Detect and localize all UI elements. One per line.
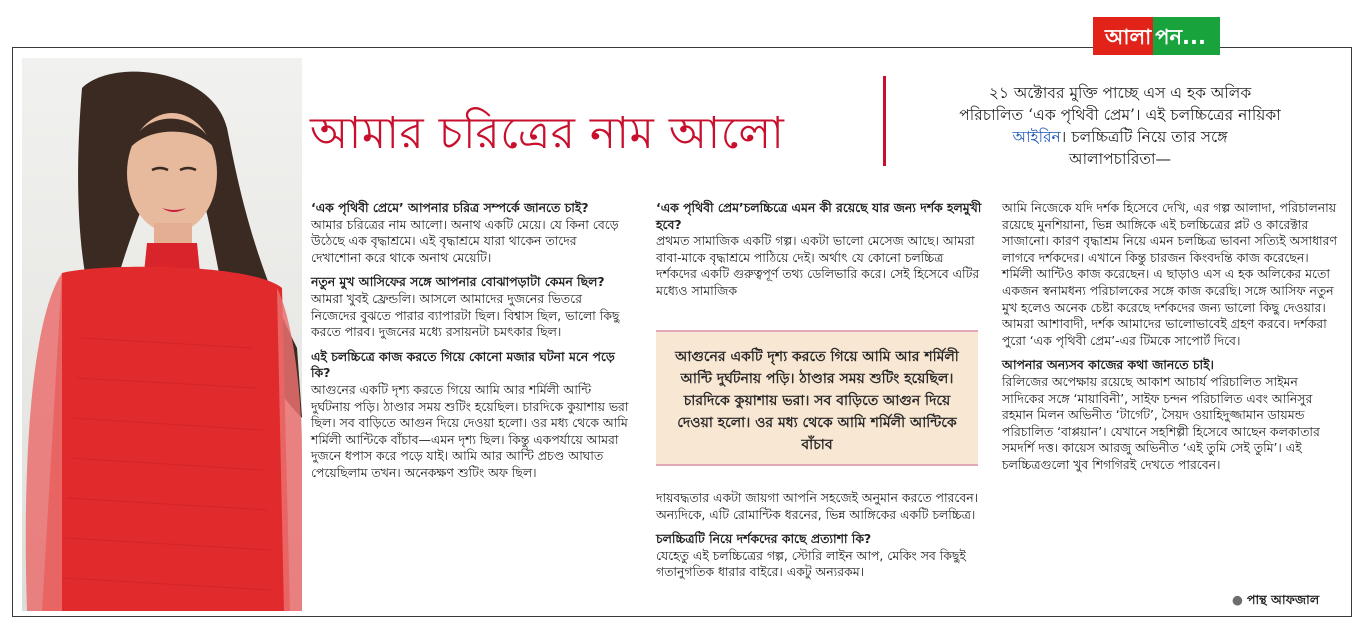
section-tag-green: পন... bbox=[1153, 17, 1220, 55]
actress-photo bbox=[22, 58, 302, 611]
question: চলচ্চিত্রটি নিয়ে দর্শকদের কাছে প্রত্যাশা কি? bbox=[656, 531, 872, 547]
answer: আমার চরিত্রের নাম আলো। অনাথ একটি মেয়ে। যে কিনা বেড়ে উঠেছে এক বৃদ্ধাশ্রমে। এই বৃদ্ধাশ্রমে যারা থাকেন তাদের দেখাশোনা করে থাকে অনাথ মেয়েটি। bbox=[311, 216, 619, 265]
author-name: পান্থ আফজাল bbox=[1247, 592, 1320, 607]
question: ‘এক পৃথিবী প্রেম’চলচ্চিত্রে এমন কী রয়েছে যার জন্য দর্শক হলমুখী হবে? bbox=[656, 200, 982, 232]
qa-block bbox=[311, 200, 629, 266]
column-2-bottom bbox=[656, 490, 982, 589]
intro-line-2: পরিচালিত ‘এক পৃথিবী প্রেম’। এই চলচ্চিত্রের নায়িকা bbox=[959, 106, 1281, 124]
qa-block bbox=[656, 200, 982, 300]
qa-block bbox=[311, 274, 629, 340]
intro-line-1: ২১ অক্টোবর মুক্তি পাচ্ছে এস এ হক অলিক bbox=[988, 84, 1252, 102]
section-tag-red: আলা bbox=[1093, 17, 1153, 55]
answer: যেহেতু এই চলচ্চিত্রের গল্প, স্টোরি লাইন আপ, মেকিং সব কিছুই গতানুগতিক ধারার বাইরে। একটু অন্যরকম। bbox=[656, 547, 966, 580]
answer-continued: দায়বদ্ধতার একটা জায়গা আপনি সহজেই অনুমান করতে পারবেন। অন্যদিকে, এটি রোমান্টিক ধরনের, ভিন্ন আঙ্গিকের একটি চলচ্চিত্র। bbox=[656, 490, 979, 522]
headline-divider bbox=[883, 76, 886, 166]
answer-continued: আমি নিজেকে যদি দর্শক হিসেবে দেখি, এর গল্প আলাদা, পরিচালনায় রয়েছে মুনশিয়ানা, ভিন্ন আঙ্গিকে এই চলচ্চিত্রের প্লট ও কারেক্টার সাজানো। কারণ বৃদ্ধাশ্রম নিয়ে এমন চলচ্চিত্র ভাবনা সত্যিই অসাধারণ লাগবে দর্শকদের। এখানে কিন্তু চারজন কিংবদন্তি কাজ করেছেন। শর্মিলী আন্টিও কাজ করেছেন। এ ছাড়াও এস এ হক অলিকের মতো একজন স্বনামধন্য পরিচালকের সঙ্গে কাজ করেছি। সঙ্গে আসিফ নতুন মুখ হলেও অনেক চেষ্টা করেছে দর্শকদের জন্য ভালো কিছু দেওয়ার। আমরা আশাবাদী, দর্শক আমাদের ভালোভাবেই গ্রহণ করবে। দর্শকরা পুরো ‘এক পৃথিবী প্রেম’-এর টিমকে সাপোর্ট দিবে। bbox=[1002, 200, 1337, 348]
column-1 bbox=[311, 200, 629, 490]
answer: রিলিজের অপেক্ষায় রয়েছে আকাশ আচার্য পরিচালিত সাইমন সাদিকের সঙ্গে ‘মায়াবিনী’, সাইফ চন্দন পরিচালিত এবং আনিসুর রহমান মিলন অভিনীত ‘টার্গেট’, সৈয়দ ওয়াহিদুজ্জামান ডায়মন্ড পরিচালিত ‘বাপ্পয়ান’। যেখানে সহশিল্পী হিসেবে আছেন কলকাতার সমদর্শি দত্ত। কায়েস আরজু অভিনীত ‘এই তুমি সেই তুমি’। এই চলচ্চিত্রগুলো খুব শিগগিরই দেখতে পারবেন। bbox=[1002, 373, 1320, 472]
question: নতুন মুখ আসিফের সঙ্গে আপনার বোঝাপড়াটা কেমন ছিল? bbox=[311, 274, 605, 290]
qa-block bbox=[311, 349, 629, 482]
question: আপনার অন্যসব কাজের কথা জানতে চাই। bbox=[1002, 357, 1214, 373]
qa-block bbox=[656, 531, 982, 581]
intro-line-3: । চলচ্চিত্রটি নিয়ে তার সঙ্গে bbox=[1060, 128, 1228, 146]
column-3 bbox=[1002, 200, 1340, 482]
intro-text bbox=[900, 82, 1340, 170]
author-byline bbox=[1232, 592, 1319, 612]
question: এই চলচ্চিত্রে কাজ করতে গিয়ে কোনো মজার ঘটনা মনে পড়ে কি? bbox=[311, 348, 615, 381]
intro-actress-name: আইরিন bbox=[1012, 128, 1061, 146]
section-tag bbox=[1093, 17, 1220, 55]
headline: আমার চরিত্রের নাম আলো bbox=[310, 108, 785, 159]
pull-quote: আগুনের একটি দৃশ্য করতে গিয়ে আমি আর শর্মিলী আন্টি দুর্ঘটনায় পড়ি। ঠাণ্ডার সময় শুটিং হয়েছিল। চারদিকে কুয়াশায় ভরা। সব বাড়িতে আগুন দিয়ে দেওয়া হলো। ওর মধ্য থেকে আমি শর্মিলী আন্টিকে বাঁচাব bbox=[656, 330, 978, 466]
question: ‘এক পৃথিবী প্রেমে’ আপনার চরিত্র সম্পর্কে জানতে চাই? bbox=[311, 200, 589, 215]
answer: প্রথমত সামাজিক একটি গল্প। একটা ভালো মেসেজ আছে। আমরা বাবা-মাকে বৃদ্ধাশ্রমে পাঠিয়ে দেই। অর্থাৎ যে কোনো চলচ্চিত্র দর্শকদের একটি গুরুত্বপূর্ণ তথ্য ডেলিভারি করে। সেই হিসেবে এটির মধ্যেও সামাজিক bbox=[656, 233, 980, 298]
answer: আমরা খুবই ফ্রেন্ডলি। আসলে আমাদের দুজনের ভিতরে নিজেদের বুঝতে পারার ব্যাপারটা ছিল। বিশ্বাস ছিল, ভালো কিছু করতে পারব। দুজনের মধ্যে রসায়নটা চমৎকার ছিল। bbox=[311, 290, 620, 340]
qa-block bbox=[1002, 357, 1340, 473]
answer: আগুনের একটি দৃশ্য করতে গিয়ে আমি আর শর্মিলী আন্টি দুর্ঘটনায় পড়ি। ঠাণ্ডার সময় শুটিং হয়েছিল। চারদিকে কুয়াশায় ভরা ছিল। সব বাড়িতে আগুন দিয়ে দেওয়া হলো। ওর মধ্য থেকে আমি শর্মিলী আন্টিকে বাঁচাব—এমন দৃশ্য ছিল। কিন্তু একপর্যায়ে আমরা দুজনে ধপাস করে পড়ে যাই। আমি আর আন্টি প্রচণ্ড আঘাত পেয়েছিলাম তখন। অনেকক্ষণ শুটিং অফ ছিল। bbox=[311, 381, 629, 480]
intro-line-4: আলাপচারিতা— bbox=[1068, 150, 1172, 168]
column-2-top bbox=[656, 200, 982, 308]
bullet-icon: ● bbox=[1232, 592, 1243, 607]
